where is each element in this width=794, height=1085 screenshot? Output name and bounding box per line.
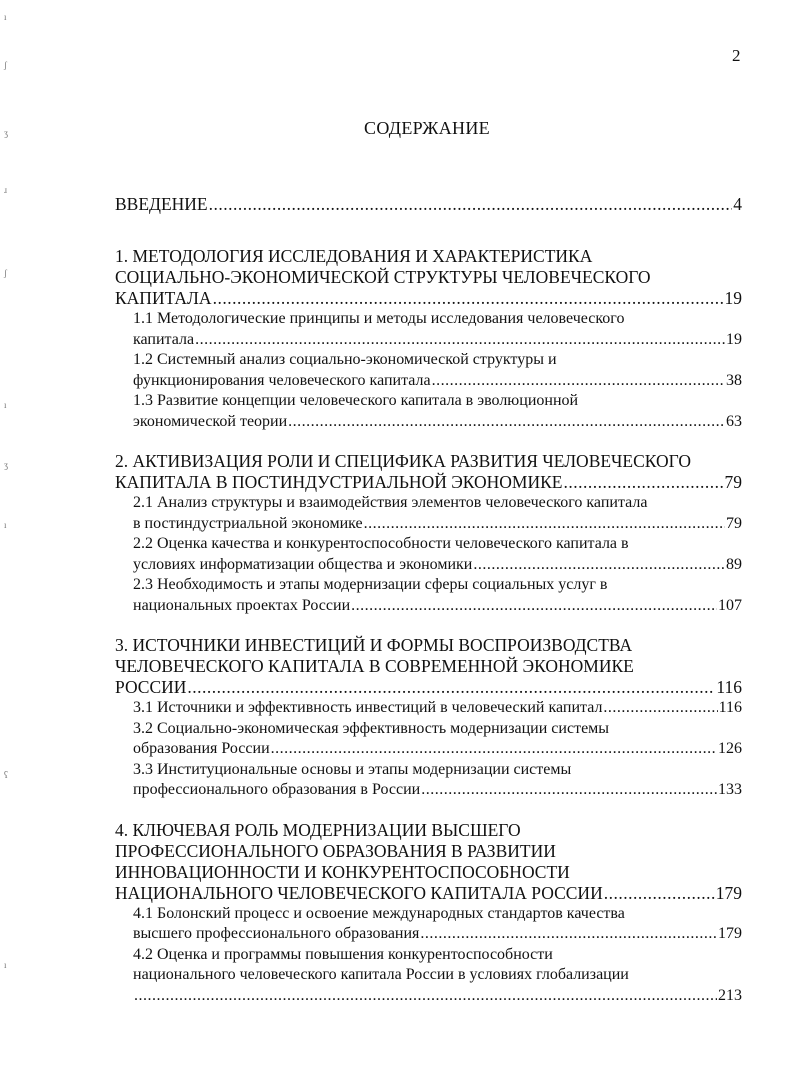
leader-dots bbox=[134, 986, 717, 1007]
toc-entry-text: ЧЕЛОВЕЧЕСКОГО КАПИТАЛА В СОВРЕМЕННОЙ ЭКОНОМИКЕ bbox=[115, 656, 634, 676]
leader-dots bbox=[604, 883, 715, 904]
toc-entry-text: 1.2 Системный анализ социально-экономической структуры и bbox=[133, 351, 557, 368]
toc-section-1-3[interactable] bbox=[133, 391, 742, 432]
toc-entry-text: 1. МЕТОДОЛОГИЯ ИССЛЕДОВАНИЯ И ХАРАКТЕРИСТИКА bbox=[115, 246, 593, 266]
leader-dots bbox=[351, 596, 717, 617]
toc-entry-introduction[interactable] bbox=[115, 194, 742, 215]
toc-chapter-2[interactable] bbox=[115, 451, 742, 493]
toc-entry-text: 4.2 Оценка и программы повышения конкурентоспособности bbox=[133, 945, 553, 963]
toc-entry-text: 1.1 Методологические принципы и методы исследования человеческого bbox=[133, 310, 625, 327]
toc-entry-text: 2.3 Необходимость и этапы модернизации сферы социальных услуг в bbox=[133, 576, 608, 593]
toc-section-1-2[interactable] bbox=[133, 350, 742, 391]
toc-entry-text: в постиндустриальной экономике bbox=[133, 514, 363, 532]
toc-page-number: 179 bbox=[715, 882, 742, 903]
toc-entry-text: высшего профессионального образования bbox=[133, 925, 420, 942]
toc-entry-text: 4.1 Болонский процесс и освоение международных стандартов качества bbox=[133, 904, 625, 922]
leader-dots bbox=[421, 780, 717, 801]
toc-section-3-1[interactable] bbox=[133, 698, 742, 719]
leader-dots bbox=[364, 514, 725, 535]
toc-entry-text: 4. КЛЮЧЕВАЯ РОЛЬ МОДЕРНИЗАЦИИ ВЫСШЕГО bbox=[115, 819, 521, 840]
toc-section-4-2[interactable] bbox=[133, 945, 742, 1007]
toc-section-2-2[interactable] bbox=[133, 534, 742, 575]
toc-entry-text: 2.2 Оценка качества и конкурентоспособности человеческого капитала в bbox=[133, 535, 629, 552]
toc-entry-text: 2. АКТИВИЗАЦИЯ РОЛИ И СПЕЦИФИКА РАЗВИТИЯ ЧЕЛОВЕЧЕСКОГО bbox=[115, 451, 691, 471]
toc-entry-text: 3. ИСТОЧНИКИ ИНВЕСТИЦИЙ И ФОРМЫ ВОСПРОИЗВОДСТВА bbox=[115, 635, 633, 655]
toc-page-number: 179 bbox=[718, 925, 742, 942]
toc-page-number: 19 bbox=[726, 330, 742, 348]
toc-section-3-3[interactable] bbox=[133, 760, 742, 801]
toc-section-4-1[interactable] bbox=[133, 904, 742, 945]
toc-entry-text: профессионального образования в России bbox=[133, 781, 421, 798]
scan-edge-marks: ı ʃ ʒ ɹ ʃ ı ʒ ı ʕ ı bbox=[4, 12, 8, 970]
toc-entry-text: условиях информатизации общества и экономики bbox=[133, 555, 473, 573]
toc-entry-text: экономической теории bbox=[133, 412, 288, 430]
toc-entry-text: 3.1 Источники и эффективность инвестиций в человеческий капитал bbox=[133, 699, 603, 716]
toc-section-2-3[interactable] bbox=[133, 575, 742, 616]
toc-entry-text: 1.3 Развитие концепции человеческого капитала в эволюционной bbox=[133, 392, 579, 409]
leader-dots bbox=[288, 412, 725, 433]
toc-page-number: 38 bbox=[726, 371, 742, 389]
leader-dots bbox=[209, 194, 733, 215]
leader-dots bbox=[563, 472, 723, 493]
toc-chapter-4[interactable] bbox=[115, 820, 742, 904]
toc-chapter-3[interactable] bbox=[115, 635, 742, 698]
toc-page-number: 126 bbox=[718, 740, 742, 757]
toc-page-number: 107 bbox=[718, 596, 742, 614]
toc-page-number: 116 bbox=[718, 699, 742, 716]
toc-entry-text: КАПИТАЛА bbox=[115, 288, 212, 308]
toc-page-number: 4 bbox=[733, 194, 742, 214]
toc-page-number: 63 bbox=[726, 412, 742, 430]
toc-entry-text: национального человеческого капитала России в условиях глобализации bbox=[133, 966, 629, 983]
toc-entry-text: капитала bbox=[133, 330, 195, 348]
leader-dots bbox=[213, 288, 724, 309]
toc-section-2-1[interactable] bbox=[133, 493, 742, 534]
leader-dots bbox=[432, 371, 725, 392]
toc-entry-text: 3.2 Социально-экономическая эффективность модернизации системы bbox=[133, 719, 610, 737]
toc-entry-text: 2.1 Анализ структуры и взаимодействия элементов человеческого капитала bbox=[133, 494, 648, 511]
leader-dots bbox=[603, 698, 717, 719]
toc-entry-text: 3.3 Институциональные основы и этапы модернизации системы bbox=[133, 760, 572, 778]
page-title: СОДЕРЖАНИЕ bbox=[364, 118, 490, 138]
toc-chapter-1[interactable] bbox=[115, 246, 742, 309]
table-of-contents bbox=[115, 194, 742, 1006]
toc-section-3-2[interactable] bbox=[133, 719, 742, 760]
leader-dots bbox=[195, 330, 725, 351]
toc-entry-text: функционирования человеческого капитала bbox=[133, 371, 431, 389]
toc-entry-text: НАЦИОНАЛЬНОГО ЧЕЛОВЕЧЕСКОГО КАПИТАЛА РОССИИ bbox=[115, 882, 603, 903]
toc-entry-text: национальных проектах России bbox=[133, 596, 351, 614]
toc-entry-text: КАПИТАЛА В ПОСТИНДУСТРИАЛЬНОЙ ЭКОНОМИКЕ bbox=[115, 472, 563, 492]
leader-dots bbox=[473, 555, 725, 576]
leader-dots bbox=[420, 924, 717, 945]
toc-entry-text: РОССИИ bbox=[115, 677, 187, 697]
toc-entry-text: образования России bbox=[133, 740, 270, 757]
toc-page-number: 79 bbox=[726, 514, 742, 532]
toc-entry-text: ПРОФЕССИОНАЛЬНОГО ОБРАЗОВАНИЯ В РАЗВИТИИ bbox=[115, 840, 556, 861]
toc-page-number: 79 bbox=[724, 472, 742, 492]
toc-entry-text: ИННОВАЦИОННОСТИ И КОНКУРЕНТОСПОСОБНОСТИ bbox=[115, 861, 570, 882]
toc-chapters bbox=[115, 246, 742, 1006]
toc-page-number: 116 bbox=[716, 677, 742, 697]
toc-entry-text: ВВЕДЕНИЕ bbox=[115, 194, 208, 214]
page-number: 2 bbox=[732, 46, 741, 65]
toc-page-number: 89 bbox=[726, 555, 742, 573]
toc-page-number: 19 bbox=[724, 288, 742, 308]
leader-dots bbox=[271, 739, 717, 760]
leader-dots bbox=[187, 677, 715, 698]
toc-page-number: 133 bbox=[718, 781, 742, 798]
toc-page-number: 213 bbox=[718, 986, 742, 1004]
toc-section-1-1[interactable] bbox=[133, 309, 742, 350]
toc-entry-text: СОЦИАЛЬНО-ЭКОНОМИЧЕСКОЙ СТРУКТУРЫ ЧЕЛОВЕЧЕСКОГО bbox=[115, 267, 651, 287]
